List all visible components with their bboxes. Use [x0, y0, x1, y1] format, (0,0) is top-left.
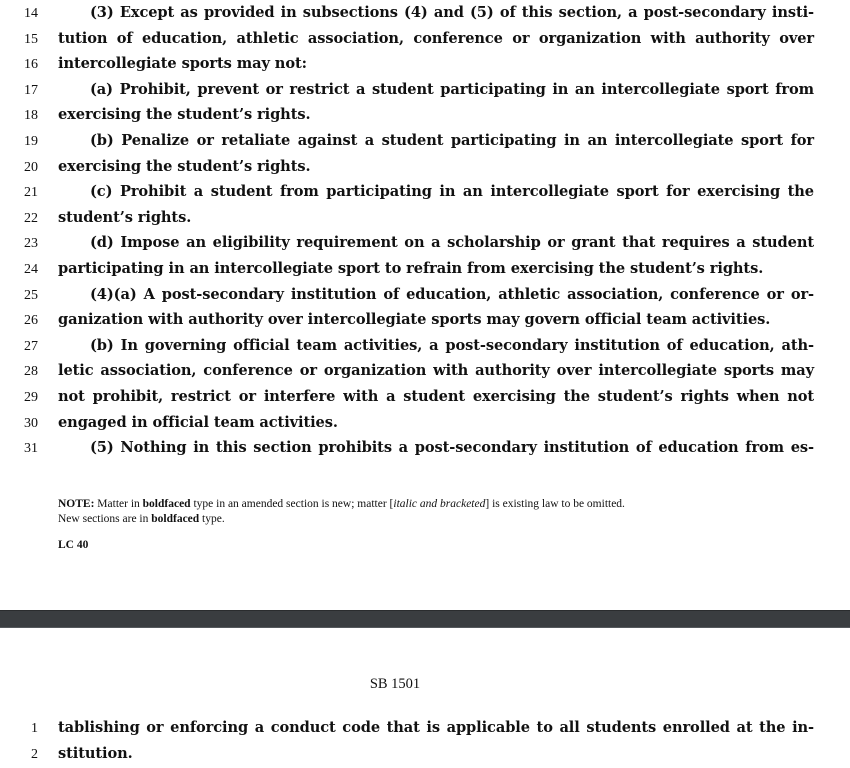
line-text: participating in an intercollegiate sport to refrain from exercising the student’s rights.	[58, 260, 764, 277]
line-text: (c) Prohibit a student from participating in an intercollegiate sport for exercising the	[90, 183, 814, 201]
line-number: 1	[31, 721, 38, 736]
line-number: 18	[24, 108, 38, 124]
line-number: 19	[24, 134, 38, 149]
line-text: (3) Except as provided in subsections (4) and (5) of this section, a post-secondary insti-	[90, 4, 814, 21]
text-line	[0, 155, 850, 181]
text-line	[0, 52, 850, 78]
line-number: 14	[24, 6, 38, 21]
line-text: (5) Nothing in this section prohibits a post-secondary institution of education from es-	[90, 439, 814, 457]
text-line	[0, 206, 850, 232]
line-number: 24	[24, 262, 38, 277]
line-number: 29	[24, 390, 38, 405]
line-number: 21	[24, 185, 38, 201]
line-text: (4)(a) A post-secondary institution of education, athletic association, conference or or-	[90, 285, 814, 303]
text-line	[0, 283, 850, 309]
bill-number-header: SB 1501	[369, 676, 421, 692]
note-text-4: New sections are in	[58, 513, 149, 525]
line-text: ganization with authority over intercollegiate sports may govern official team activities.	[58, 311, 771, 329]
line-number: 30	[24, 415, 38, 431]
line-text: tution of education, athletic association, conference or organization with authority over	[58, 29, 814, 47]
text-line	[0, 103, 850, 129]
lc-number: LC 40	[58, 539, 89, 551]
note-bold-2: boldfaced	[151, 513, 200, 525]
line-text: letic association, conference or organization with authority over intercollegiate sports may	[58, 362, 814, 380]
text-line	[0, 385, 850, 411]
page-separator	[0, 610, 850, 628]
line-text: not prohibit, restrict or interfere with a student exercising the student’s rights when not	[58, 388, 814, 405]
line-text: engaged in official team activities.	[58, 413, 338, 431]
line-text: (d) Impose an eligibility requirement on a scholarship or grant that requires a student	[90, 234, 814, 252]
document-page-2	[0, 628, 850, 768]
note-text-1: Matter in	[97, 498, 140, 510]
text-line	[0, 436, 850, 462]
text-line	[0, 359, 850, 385]
line-number: 27	[24, 338, 38, 354]
line-number: 31	[24, 441, 38, 457]
line-text: intercollegiate sports may not:	[58, 55, 307, 73]
note-italic: italic and bracketed	[393, 498, 486, 510]
line-text: student’s rights.	[58, 208, 192, 226]
line-text: tablishing or enforcing a conduct code that is applicable to all students enrolled at the in-	[58, 719, 814, 736]
note-text-3: ] is existing law to be omitted.	[485, 498, 625, 510]
line-number: 22	[24, 210, 38, 226]
note-label: NOTE:	[58, 498, 95, 510]
line-number: 17	[24, 82, 38, 98]
text-line	[0, 1, 850, 27]
line-text: (b) Penalize or retaliate against a student participating in an intercollegiate sport for	[90, 132, 814, 149]
text-line	[0, 78, 850, 104]
note-text-2: type in an amended section is new; matter [	[193, 498, 394, 510]
text-line	[0, 716, 850, 742]
text-line	[0, 27, 850, 53]
line-number: 23	[24, 236, 38, 252]
note-text-5: type.	[202, 513, 225, 525]
text-line	[0, 257, 850, 283]
line-text: exercising the student’s rights.	[58, 106, 311, 124]
line-number: 2	[31, 746, 38, 762]
text-line	[0, 742, 850, 768]
text-line	[0, 334, 850, 360]
line-number: 26	[24, 313, 38, 329]
line-text: stitution.	[58, 744, 133, 762]
text-line	[0, 129, 850, 155]
line-number: 15	[24, 31, 38, 47]
line-number: 20	[24, 159, 38, 175]
line-number: 28	[24, 364, 38, 380]
line-number: 25	[24, 287, 38, 303]
text-line	[0, 411, 850, 437]
text-line	[0, 308, 850, 334]
text-line	[0, 180, 850, 206]
line-text: (b) In governing official team activities, a post-secondary institution of education, ath-	[90, 336, 814, 354]
line-text: (a) Prohibit, prevent or restrict a student participating in an intercollegiate sport from	[90, 80, 814, 98]
line-text: exercising the student’s rights.	[58, 157, 311, 175]
line-number: 16	[24, 57, 38, 73]
footnote-note	[58, 497, 818, 527]
text-line	[0, 231, 850, 257]
note-bold-1: boldfaced	[142, 498, 191, 510]
